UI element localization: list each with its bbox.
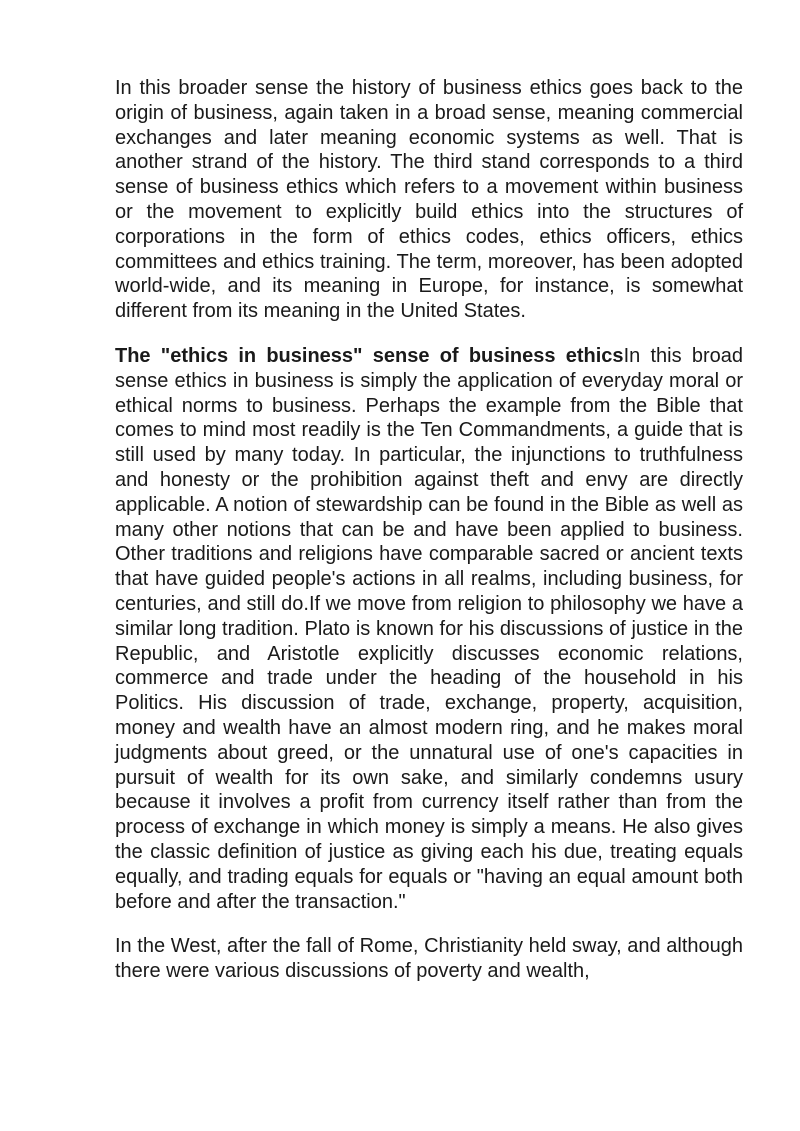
- section-heading: The "ethics in business" sense of business ethics: [115, 344, 624, 367]
- paragraph-history: In this broader sense the history of business ethics goes back to the origin of business, again taken in a broad sense, meaning commercial exchanges and later meaning economic systems as well. That is another strand of the history. The third stand corresponds to a third sense of business ethics which refers to a movement within business or the movement to explicitly build ethics into the structures of corporations in the form of ethics codes, ethics officers, ethics committees and ethics training. The term, moreover, has been adopted world-wide, and its meaning in Europe, for instance, is somewhat different from its meaning in the United States.: [115, 77, 743, 323]
- paragraph-west: In the West, after the fall of Rome, Christianity held sway, and although there were various discussions of poverty and wealth,: [115, 935, 743, 983]
- paragraph-ethics-in-business: [115, 344, 743, 914]
- document-page: [115, 76, 743, 1004]
- paragraph-body: In this broad sense ethics in business is simply the application of everyday moral or ethical norms to business. Perhaps the example from the Bible that comes to mind most readily is the Ten Commandments, a guide that is still used by many today. In particular, the injunctions to truthfulness and honesty or the prohibition against theft and envy are directly applicable. A notion of stewardship can be found in the Bible as well as many other notions that can be and have been applied to business. Other traditions and religions have comparable sacred or ancient texts that have guided people's actions in all realms, including business, for centuries, and still do.If we move from religion to philosophy we have a similar long tradition. Plato is known for his discussions of justice in the Republic, and Aristotle explicitly discusses economic relations, commerce and trade under the heading of the household in his Politics. His discussion of trade, exchange, property, acquisition, money and wealth have an almost modern ring, and he makes moral judgments about greed, or the unnatural use of one's capacities in pursuit of wealth for its own sake, and similarly condemns usury because it involves a profit from currency itself rather than from the process of exchange in which money is simply a means. He also gives the classic definition of justice as giving each his due, treating equals equally, and trading equals for equals or "having an equal amount both before and after the transaction.": [115, 344, 743, 913]
